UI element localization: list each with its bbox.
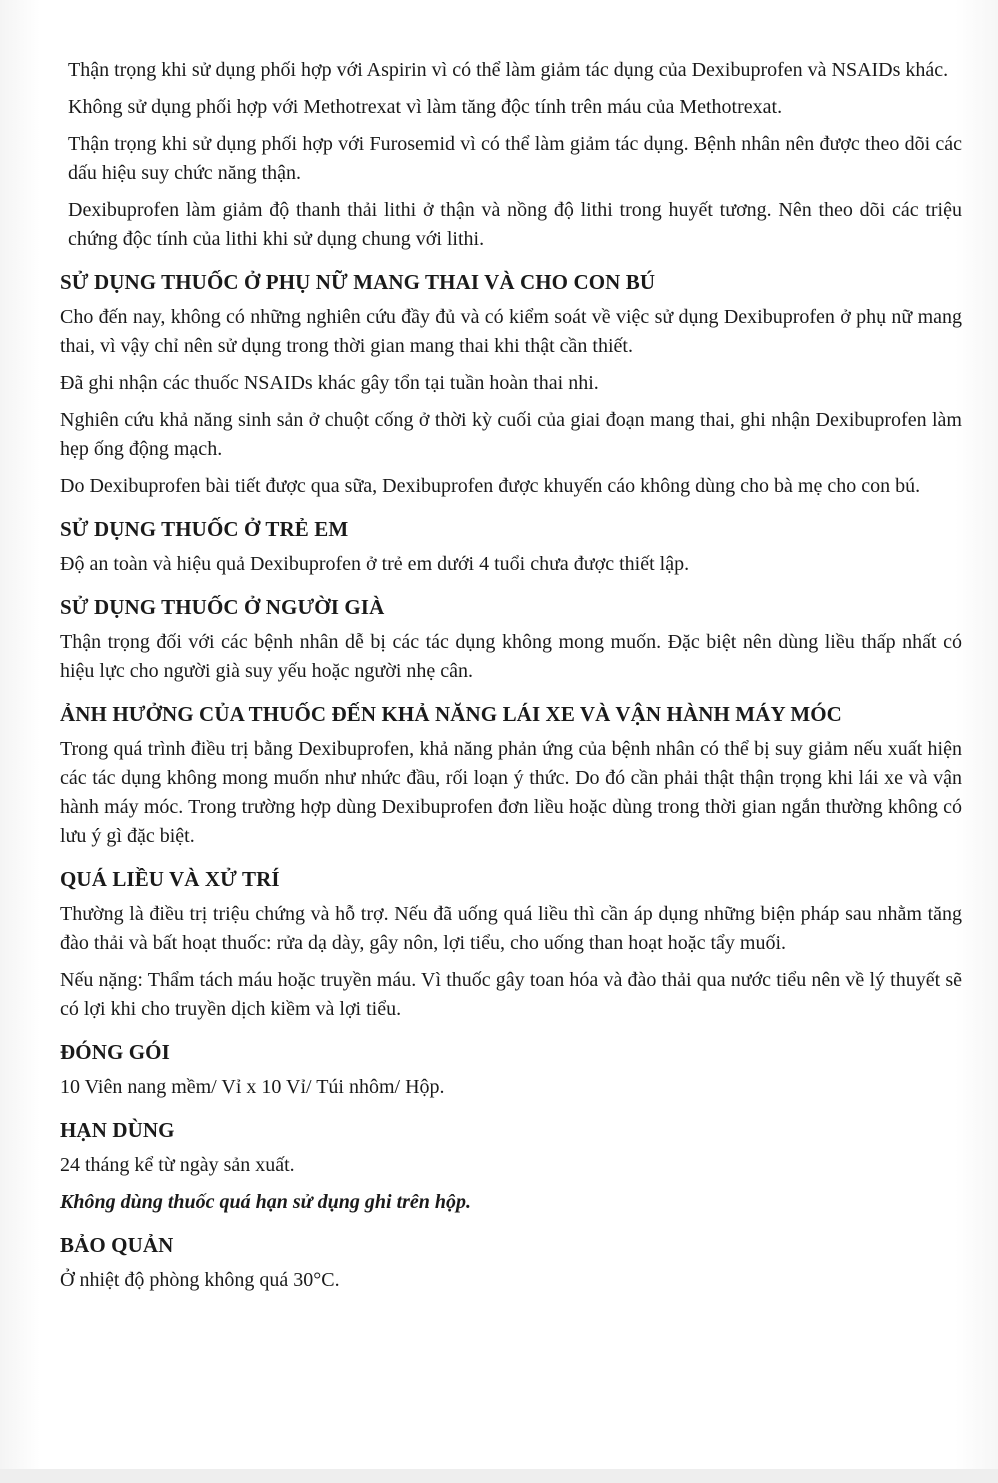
interaction-lithi-paragraph: Dexibuprofen làm giảm độ thanh thải lithi ở thận và nồng độ lithi trong huyết tương. Nên theo dõi các triệu chứng độc tính của lithi khi sử dụng chung với lithi. [68,199,962,250]
shelf-life-heading: HẠN DÙNG [60,1118,175,1142]
children-heading: SỬ DỤNG THUỐC Ở TRẺ EM [60,517,349,541]
pregnancy-paragraph: Cho đến nay, không có những nghiên cứu đầy đủ và có kiểm soát về việc sử dụng Dexibuprofen ở phụ nữ mang thai, vì vậy chỉ nên sử dụng trong thời gian mang thai khi thật cần thiết. [60,306,962,357]
storage-heading: BẢO QUẢN [60,1233,174,1257]
overdose-heading: QUÁ LIỀU VÀ XỬ TRÍ [60,867,280,891]
elderly-heading: SỬ DỤNG THUỐC Ở NGƯỜI GIÀ [60,595,385,619]
pregnancy-paragraph: Nghiên cứu khả năng sinh sản ở chuột cống ở thời kỳ cuối của giai đoạn mang thai, ghi nhận Dexibuprofen làm hẹp ống động mạch. [60,409,962,460]
driving-paragraph: Trong quá trình điều trị bằng Dexibuprofen, khả năng phản ứng của bệnh nhân có thể bị suy giảm nếu xuất hiện các tác dụng không mong muốn như nhức đầu, rối loạn ý thức. Do đó cần phải thật thận trọng khi lái xe và vận hành máy móc. Trong trường hợp dùng Dexibuprofen đơn liều hoặc dùng trong thời gian ngắn thường không có lưu ý gì đặc biệt. [60,738,962,847]
scan-bottom-edge [0,1469,998,1483]
pregnancy-paragraph: Đã ghi nhận các thuốc NSAIDs khác gây tổn tại tuần hoàn thai nhi. [60,372,599,394]
overdose-paragraph: Nếu nặng: Thẩm tách máu hoặc truyền máu. Vì thuốc gây toan hóa và đào thải qua nước tiểu nên về lý thuyết sẽ có lợi khi cho truyền dịch kiềm và lợi tiểu. [60,969,962,1020]
elderly-paragraph: Thận trọng đối với các bệnh nhân dễ bị các tác dụng không mong muốn. Đặc biệt nên dùng liều thấp nhất có hiệu lực cho người già suy yếu hoặc người nhẹ cân. [60,631,962,682]
packaging-heading: ĐÓNG GÓI [60,1040,170,1064]
overdose-paragraph: Thường là điều trị triệu chứng và hỗ trợ. Nếu đã uống quá liều thì cần áp dụng những biện pháp sau nhằm tăng đào thải và bất hoạt thuốc: rửa dạ dày, gây nôn, lợi tiểu, cho uống than hoạt hoặc tẩy muối. [60,903,962,954]
children-paragraph: Độ an toàn và hiệu quả Dexibuprofen ở trẻ em dưới 4 tuổi chưa được thiết lập. [60,553,690,575]
shelf-life-text: 24 tháng kể từ ngày sản xuất. [60,1154,295,1176]
interaction-furosemid-paragraph: Thận trọng khi sử dụng phối hợp với Furosemid vì có thể làm giảm tác dụng. Bệnh nhân nên được theo dõi các dấu hiệu suy chức năng thận. [68,133,962,184]
storage-text: Ở nhiệt độ phòng không quá 30°C. [60,1269,340,1291]
pregnancy-heading: SỬ DỤNG THUỐC Ở PHỤ NỮ MANG THAI VÀ CHO CON BÚ [60,270,656,294]
driving-heading: ẢNH HƯỞNG CỦA THUỐC ĐẾN KHẢ NĂNG LÁI XE VÀ VẬN HÀNH MÁY MÓC [60,702,842,726]
packaging-text: 10 Viên nang mềm/ Vỉ x 10 Vỉ/ Túi nhôm/ Hộp. [60,1076,445,1098]
interaction-aspirin-paragraph: Thận trọng khi sử dụng phối hợp với Aspirin vì có thể làm giảm tác dụng của Dexibuprofen và NSAIDs khác. [68,59,949,81]
pregnancy-paragraph: Do Dexibuprofen bài tiết được qua sữa, Dexibuprofen được khuyến cáo không dùng cho bà mẹ cho con bú. [60,475,921,497]
interaction-methotrexat-paragraph: Không sử dụng phối hợp với Methotrexat vì làm tăng độc tính trên máu của Methotrexat. [68,96,783,118]
document-content [60,56,962,1303]
shelf-life-warning: Không dùng thuốc quá hạn sử dụng ghi trên hộp. [60,1191,472,1213]
